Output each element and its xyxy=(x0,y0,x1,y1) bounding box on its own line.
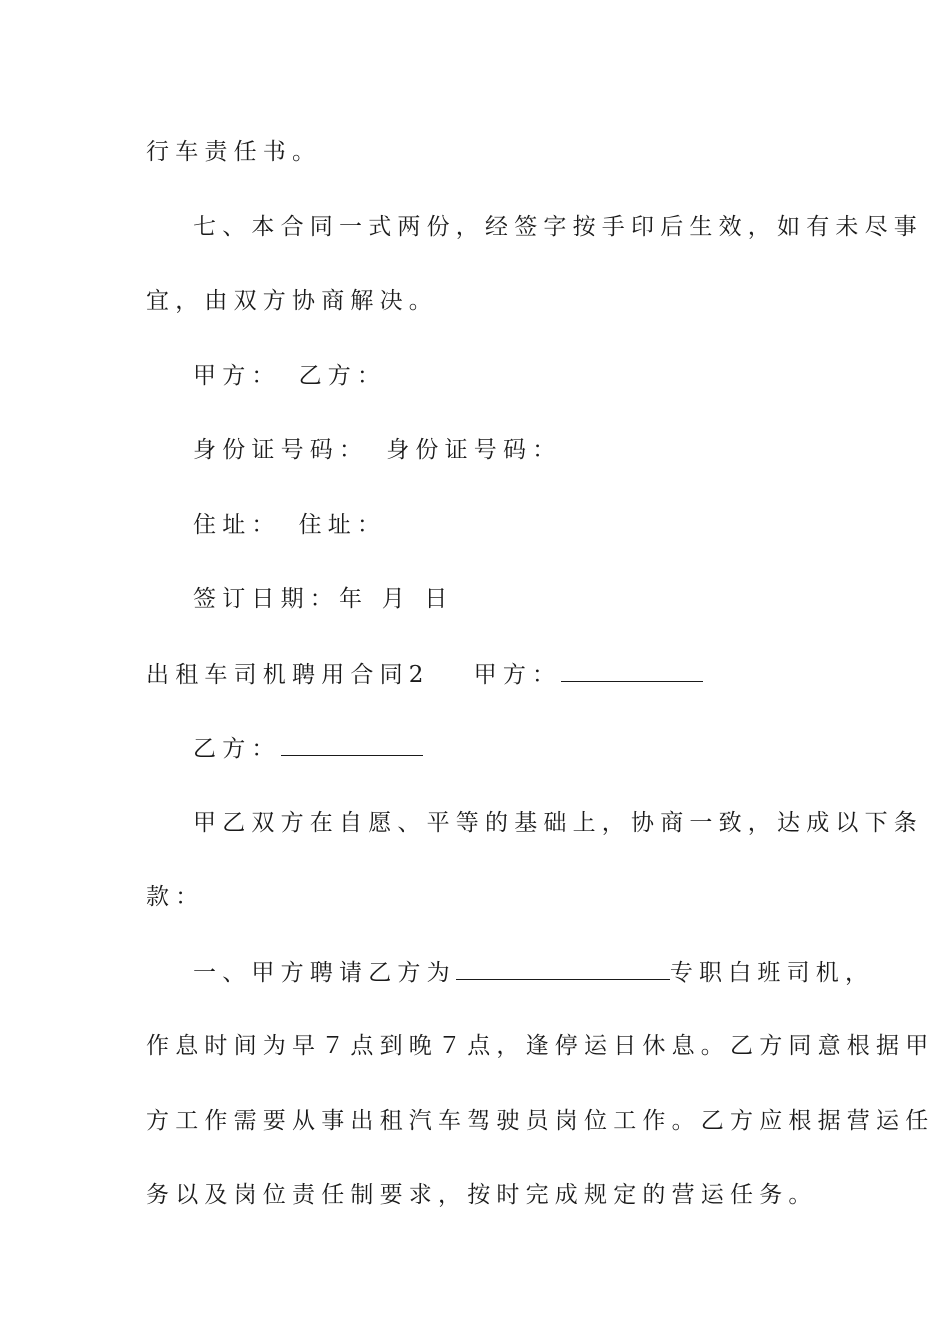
clause-7-line-1: 七、本合同一式两份，经签字按手印后生效，如有未尽事 xyxy=(193,214,923,240)
clause-1-text-b: 专职白班司机， xyxy=(669,960,875,986)
intro-line-1: 甲乙双方在自愿、平等的基础上，协商一致，达成以下条 xyxy=(193,810,923,836)
party-a-blank xyxy=(561,659,703,682)
party-a-label: 甲方： xyxy=(193,363,281,389)
contract-2-party-a-label: 甲方： xyxy=(473,662,562,688)
signature-party-row xyxy=(193,361,386,391)
contract-2-header-row xyxy=(146,659,703,690)
party-b-address-label: 住址： xyxy=(298,512,387,538)
employer-blank xyxy=(456,957,670,980)
clause-7-line-2: 宜，由双方协商解决。 xyxy=(146,288,438,314)
party-a-id-label: 身份证号码： xyxy=(193,437,369,463)
party-b-blank xyxy=(281,733,423,756)
signing-date: 签订日期：年 月 日 xyxy=(193,586,454,612)
text-line-1: 行车责任书。 xyxy=(146,139,322,165)
signature-address-row xyxy=(193,510,386,540)
contract-2-title: 出租车司机聘用合同2 xyxy=(146,662,430,688)
intro-line-2: 款： xyxy=(146,884,205,910)
signature-id-row xyxy=(193,435,561,465)
clause-1-text-a: 一、甲方聘请乙方为 xyxy=(193,960,456,986)
contract-2-party-b-label: 乙方： xyxy=(193,736,281,762)
party-b-label: 乙方： xyxy=(298,363,387,389)
clause-1-line-4: 务以及岗位责任制要求，按时完成规定的营运任务。 xyxy=(146,1182,818,1208)
party-b-id-label: 身份证号码： xyxy=(386,437,562,463)
clause-1-line-3: 方工作需要从事出租汽车驾驶员岗位工作。乙方应根据营运任 xyxy=(146,1108,935,1134)
clause-1-line-2: 作息时间为早７点到晚７点，逢停运日休息。乙方同意根据甲 xyxy=(146,1033,935,1059)
party-a-address-label: 住址： xyxy=(193,512,281,538)
clause-1-line-1 xyxy=(193,957,874,988)
contract-2-party-b-row xyxy=(193,733,423,764)
